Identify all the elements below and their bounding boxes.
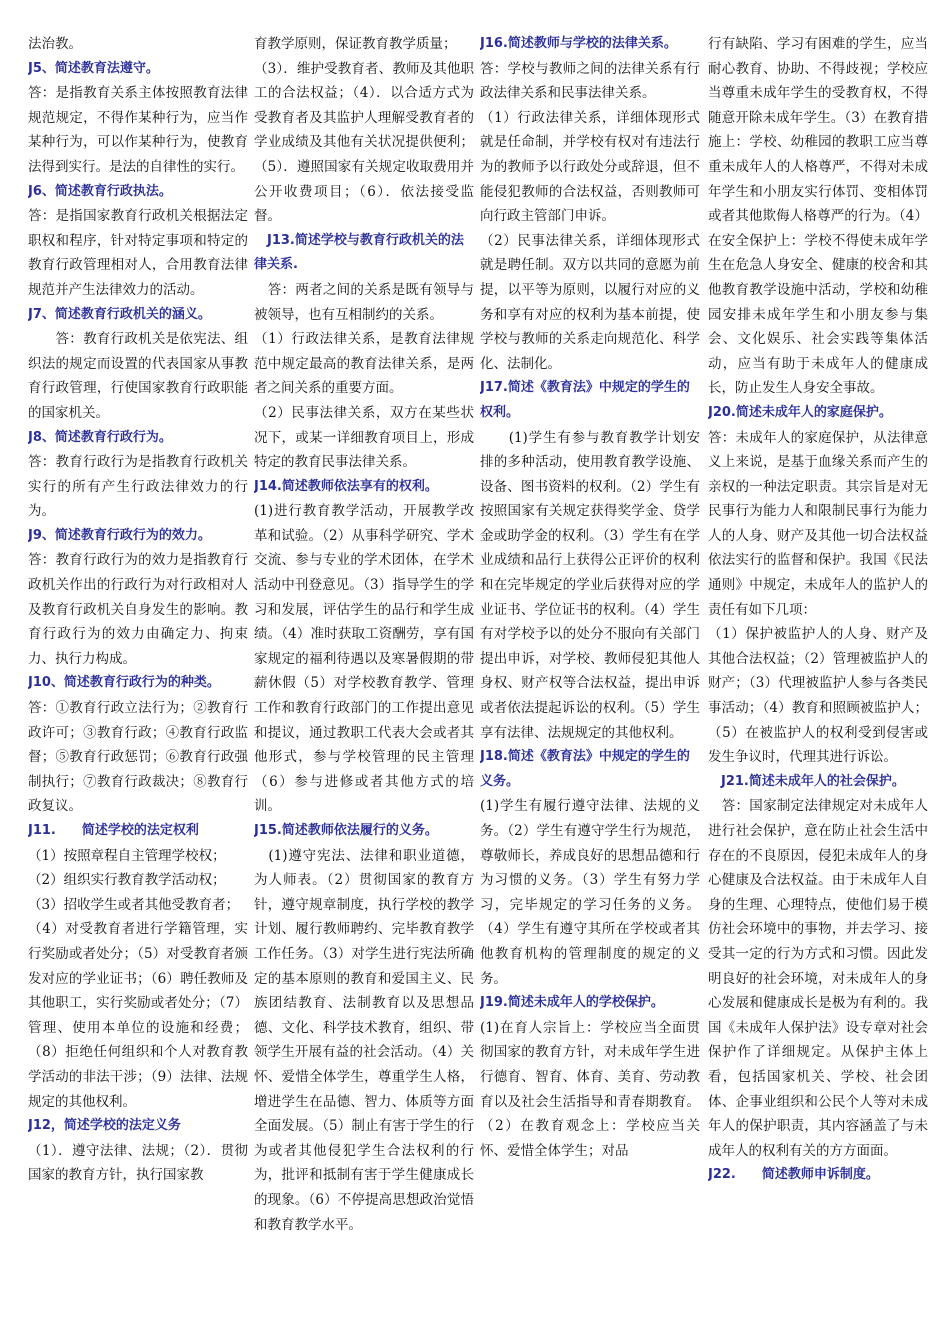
text-column-3 [480, 32, 700, 1322]
text-column-4 [708, 32, 928, 1322]
body-paragraph: 法治教。 [28, 36, 82, 52]
body-paragraph: （1）．遵守法律、法规；（2）．贯彻国家的教育方针，执行国家教 [28, 1142, 248, 1184]
body-paragraph: （3）．维护受教育者、教师及其他职工的合法权益；（4）．以合适方式为受教育者及其监护人理解受教育者的学业成绩及其他有关状况提供便利；（5）．遵照国家有关规定收取费用并公开收费项目；（6）．依法接受监督。 [254, 60, 474, 225]
section-heading: J18.简述《教育法》中规定的学生的义务。 [480, 749, 690, 789]
body-paragraph: （1）行政法律关系，详细体现形式就是任命制，并学校有权对有违法行为的教师予以行政处分或辞退，但不能侵犯教师的合法权益，否则教师可向行政主管部门申诉。 [480, 109, 700, 225]
body-paragraph: （2）民事法律关系，详细体现形式就是聘任制。双方以共同的意愿为前提，以平等为原则，以履行对应的义务和享有对应的权利为基本前提，使学校与教师的关系走向规范化、科学化、法制化。 [480, 232, 700, 372]
body-paragraph: （4）对受教育者进行学籍管理，实行奖励或者处分；（5）对受教育者颁发对应的学业证书；（6）聘任教师及其他职工，实行奖励或者处分；（7）管理、使用本单位的设施和经费；（8）拒绝任何组织和个人对教育教学活动的非法干涉；（9）法律、法规规定的其他权利。 [28, 921, 248, 1110]
section-heading: J6、简述教育行政执法。 [28, 183, 172, 199]
body-paragraph: （3）招收学生或者其他受教育者； [28, 896, 240, 913]
body-paragraph: 育教学原则，保证教育教学质量； [254, 36, 457, 52]
body-paragraph: 行有缺陷、学习有困难的学生，应当耐心教育、协助、不得歧视；学校应当尊重未成年学生的受教育权，不得随意开除未成年学生。（3）在教育措施上：学校、幼稚园的教职工应当尊重未成年人的人格尊严，不得对未成年学生和小朋友实行体罚、变相体罚或者其他欺侮人格尊严的行为。（4）在安全保护上：学校不得使未成年学生在危急人身安全、健康的校舍和其他教育教学设施中活动，学校和幼稚园安排未成年学生和小朋友参与集会、文化娱乐、社会实践等集体活动，应当有助于未成年人的健康成长，防止发生人身安全事故。 [708, 36, 928, 397]
section-heading: J22. 简述教师申诉制度。 [708, 1167, 879, 1183]
body-paragraph: (1)学生有参与教育教学计划安排的多种活动，使用教育教学设施、设备、图书资料的权利。（2）学生有按照国家有关规定获得奖学金、贷学金或助学金的权利。（3）学生有在学业成绩和品行上获得公正评价的权利和在完毕规定的学业后获得对应的学业证书、学位证书的权利。（4）学生有对学校予以的处分不服向有关部门提出申诉，对学校、教师侵犯其他人身权、财产权等合法权益，提出申诉或者依法提起诉讼的权利。（5）学生享有法律、法规规定的其他权利。 [480, 429, 700, 741]
section-heading: J20.简述未成年人的家庭保护。 [708, 404, 892, 420]
body-paragraph: （1）行政法律关系，是教育法律规范中规定最高的教育法律关系，是两者之间关系的重要方面。 [254, 331, 474, 397]
section-heading: J8、简述教育行政行为。 [28, 429, 172, 445]
section-heading: J9、简述教育行政行为的效力。 [28, 527, 211, 543]
body-paragraph: 答：是指教育关系主体按照教育法律规范规定，不得作某种行为，应当作某种行为，可以作某种行为，使教育法得到实行。是法的自律性的实行。 [28, 85, 248, 175]
section-heading: J10、简述教育行政行为的种类。 [28, 675, 220, 691]
section-heading: J5、简述教育法遵守。 [28, 60, 159, 76]
section-heading: J13.简述学校与教育行政机关的法律关系. [254, 232, 464, 273]
section-heading: J17.简述《教育法》中规定的学生的权利。 [480, 380, 690, 420]
body-paragraph: （1）保护被监护人的人身、财产及其他合法权益；（2）管理被监护人的财产；（3）代理被监护人参与各类民事活动；（4）教育和照顾被监护人；（5）在被监护人的权利受到侵害或发生争议时，代理其进行诉讼。 [708, 626, 928, 766]
body-paragraph: (1)学生有履行遵守法律、法规的义务。（2）学生有遵守学生行为规范，尊敬师长，养成良好的思想品德和行为习惯的义务。（3）学生有努力学习，完毕规定的学习任务的义务。（4）学生有遵守其所在学校或者其他教育机构的管理制度的规定的义务。 [480, 798, 700, 987]
section-heading: J15.简述教师依法履行的义务。 [254, 823, 438, 838]
body-paragraph: （1）按照章程自主管理学校权； [28, 847, 226, 864]
body-paragraph: 答：学校与教师之间的法律关系有行政法律关系和民事法律关系。 [480, 60, 700, 102]
body-paragraph: 答：国家制定法律规定对未成年人进行社会保护，意在防止社会生活中存在的不良原因，侵犯未成年人的身心健康及合法权益。由于未成年人自身的生理、心理特点，使他们易于模仿社会环境中的事物，并去学习、接受其一定的行为方式和习惯。因此发明良好的社会环境，对未成年人的身心发展和健康成长是极为有利的。我国《未成年人保护法》设专章对社会保护作了详细规定。从保护主体上看，包括国家机关、学校、社会团体、企事业组织和公民个人等对未成年人的保护职责，其内容涵盖了与未成年人的权利有关的方方面面。 [708, 798, 928, 1159]
body-paragraph: 答：教育行政行为是指教育行政机关实行的所有产生行政法律效力的行为。 [28, 454, 248, 520]
section-heading: J11. 简述学校的法定权利 [28, 823, 199, 838]
text-column-1 [28, 32, 248, 1322]
section-heading: J12，简述学校的法定义务 [28, 1118, 181, 1134]
body-paragraph: 答：未成年人的家庭保护，从法律意义上来说，是基于血缘关系而产生的亲权的一种法定职责。其宗旨是对无民事行为能力人和限制民事行为能力人的人身、财产及其他一切合法权益依法实行的监督和保护。我国《民法通则》中规定，未成年人的监护人的责任有如下几项： [708, 429, 928, 618]
body-paragraph: 答：教育行政行为的效力是指教育行政机关作出的行政行为对行政相对人及教育行政机关自身发生的影响。教育行政行为的效力由确定力、拘束力、执行力构成。 [28, 552, 248, 667]
body-paragraph: 答：教育行政机关是依宪法、组织法的规定而设置的代表国家从事教育行政管理，行使国家教育行政职能的国家机关。 [28, 331, 248, 421]
body-paragraph: （2）民事法律关系，双方在某些状况下，或某一详细教育项目上，形成特定的教育民事法律关系。 [254, 404, 474, 471]
body-paragraph: 答：是指国家教育行政机关根据法定职权和程序，针对特定事项和特定的教育行政管理相对人，合用教育法律规范并产生法律效力的活动。 [28, 208, 248, 298]
body-paragraph: （2）组织实行教育教学活动权； [28, 872, 226, 889]
body-paragraph: 答：两者之间的关系是既有领导与被领导，也有互相制约的关系。 [254, 281, 474, 323]
body-paragraph: (1)遵守宪法、法律和职业道德，为人师表。（2）贯彻国家的教育方针，遵守规章制度，执行学校的教学计划、履行教师聘约、完毕教育教学工作任务。（3）对学生进行宪法所确定的基本原则的教育和爱国主义、民族团结教育、法制教育以及思想品德、文化、科学技术教育，组织、带领学生开展有益的社会活动。（4）关怀、爱惜全体学生，尊重学生人格，增进学生在品德、智力、体质等方面全面发展。（5）制止有害于学生的行为或者其他侵犯学生合法权利的行为，批评和抵制有害于学生健康成长的现象。（6）不停提高思想政治觉悟和教育教学水平。 [254, 847, 474, 1233]
document-page [28, 32, 928, 1322]
section-heading: J14.简述教师依法享有的权利。 [254, 478, 438, 494]
body-paragraph: 答：①教育行政立法行为；②教育行政许可；③教育行政；④教育行政监督；⑤教育行政惩罚；⑥教育行政强制执行；⑦教育行政裁决；⑧教育行政复议。 [28, 700, 248, 815]
body-paragraph: (1)进行教育教学活动，开展教学改革和试验。（2）从事科学研究、学术交流、参与专业的学术团体，在学术活动中刊登意见。（3）指导学生的学习和发展，评估学生的品行和学生成绩。（4）准时获取工资酬劳，享有国家规定的福利待遇以及寒暑假期的带薪休假（5）对学校教育教学、管理工作和教育行政部门的工作提出意见和提议，通过教职工代表大会或者其他形式，参与学校管理的民主管理（6）参与进修或者其他方式的培训。 [254, 503, 474, 815]
section-heading: J21.简述未成年人的社会保护。 [708, 773, 905, 789]
section-heading: J19.简述未成年人的学校保护。 [480, 995, 664, 1011]
body-paragraph: (1)在育人宗旨上：学校应当全面贯彻国家的教育方针，对未成年学生进行德育、智育、体育、美育、劳动教育以及社会生活指导和青春期教育。（2）在教育观念上：学校应当关怀、爱惜全体学生；对品 [480, 1019, 700, 1159]
section-heading: J16.简述教师与学校的法律关系。 [480, 36, 677, 51]
section-heading: J7、简述教育行政机关的涵义。 [28, 306, 211, 322]
text-column-2 [254, 32, 474, 1322]
